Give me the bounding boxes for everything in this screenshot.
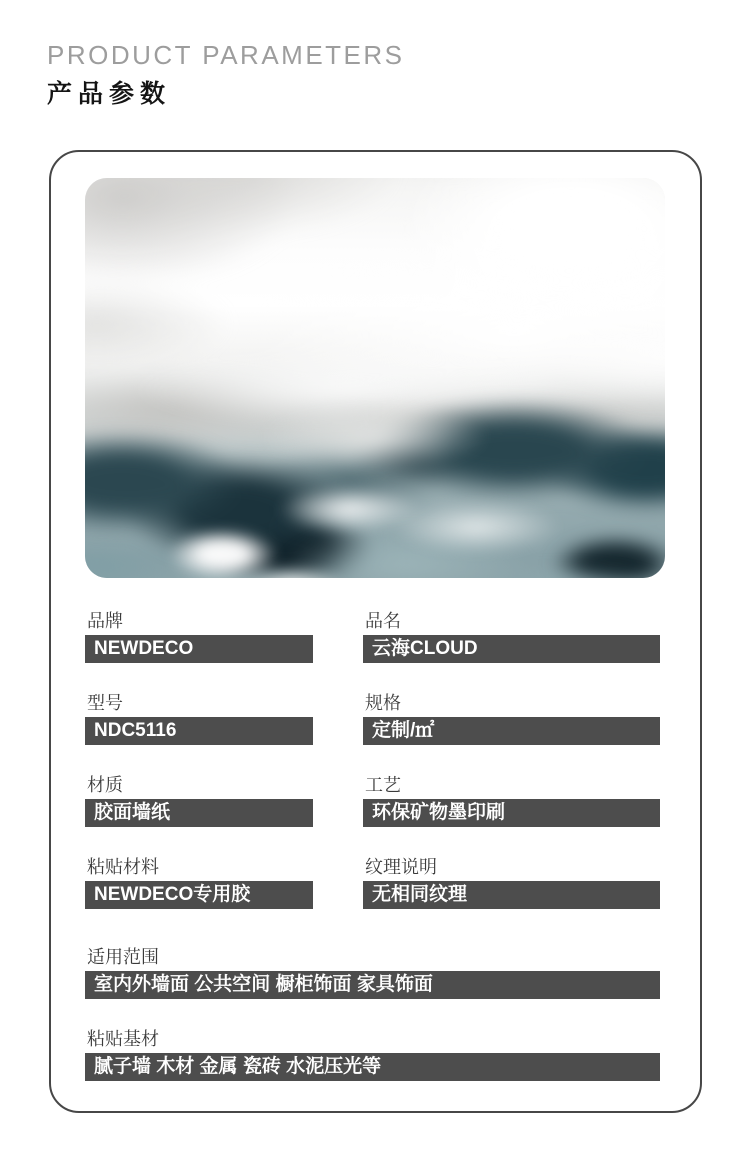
param-brand-value: NEWDECO [85,635,313,663]
param-product-name [363,609,660,663]
param-craft [363,773,660,827]
page-header [47,40,405,109]
param-spec-value: 定制/㎡ [363,717,660,745]
param-product-name-value: 云海CLOUD [363,635,660,663]
param-scope [85,945,660,999]
param-brand-label: 品牌 [87,611,123,631]
param-texture [363,855,660,909]
param-model [85,691,313,745]
product-image-cloud-art [85,178,665,578]
param-craft-value: 环保矿物墨印刷 [363,799,660,827]
param-spec [363,691,660,745]
parameters-panel [49,150,702,1113]
cloud-art-white-puffs-layer [85,178,665,578]
param-substrate [85,1027,660,1081]
param-texture-label: 纹理说明 [365,857,437,877]
parameters-grid [85,609,660,1109]
param-material-label: 材质 [87,775,123,795]
param-product-name-label: 品名 [365,611,401,631]
param-substrate-value: 腻子墙 木材 金属 瓷砖 水泥压光等 [85,1053,660,1081]
param-adhesive [85,855,313,909]
param-craft-label: 工艺 [365,775,401,795]
param-model-label: 型号 [87,693,123,713]
param-model-value: NDC5116 [85,717,313,745]
param-scope-value: 室内外墙面 公共空间 橱柜饰面 家具饰面 [85,971,660,999]
param-scope-label: 适用范围 [87,947,159,967]
param-material [85,773,313,827]
param-material-value: 胶面墙纸 [85,799,313,827]
param-adhesive-value: NEWDECO专用胶 [85,881,313,909]
param-brand [85,609,313,663]
page-title-en: PRODUCT PARAMETERS [47,40,405,70]
param-adhesive-label: 粘贴材料 [87,857,159,877]
param-texture-value: 无相同纹理 [363,881,660,909]
param-spec-label: 规格 [365,693,401,713]
param-substrate-label: 粘贴基材 [87,1029,159,1049]
page-title-cn: 产品参数 [47,80,172,108]
